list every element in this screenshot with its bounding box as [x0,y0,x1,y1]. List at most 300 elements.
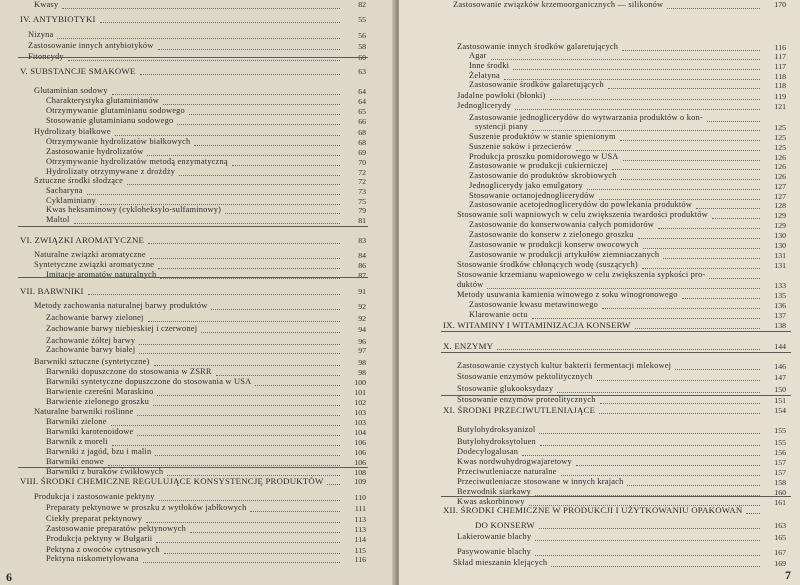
section-page-number: 163 [774,521,786,530]
toc-entry: Sztuczne środki słodzące [34,176,123,185]
toc-entry: Naturalne barwniki roślinne [34,407,134,416]
dot-leader [627,485,760,486]
dot-leader [127,184,340,185]
toc-entry: Preparaty pektynowe w proszku z wytłoków jabłkowych [46,503,247,512]
dot-leader [156,542,340,543]
page-number: 113 [354,515,366,524]
dot-leader [148,243,340,244]
dot-leader [100,204,340,205]
dot-leader [216,375,340,376]
dot-leader [115,135,340,136]
page-number: 126 [774,162,786,171]
toc-entry: Zastosowanie hydrolizatów [46,147,144,156]
section-heading: VI. ZWIĄZKI AROMATYCZNE [20,235,145,245]
dot-leader [112,94,340,95]
toc-entry: Pektyna z owoców cytrusowych [46,545,160,554]
section-divider [441,496,791,497]
page-number: 151 [774,396,786,405]
page-number: 103 [354,418,366,427]
dot-leader [712,218,760,219]
toc-entry: Zachowanie żółtej barwy [46,336,136,345]
page-number: 68 [358,138,366,147]
toc-entry: Stosowanie krzemianu wapniowego w celu zwiększenia sypkości pro- [457,270,706,279]
dot-leader [535,495,760,496]
dot-leader [529,505,760,506]
toc-entry: Barwniki syntetyczne dopuszczone do stosowania w USA [46,377,252,386]
dot-leader [675,369,760,370]
page-number: 106 [354,438,366,447]
section-page-number: 138 [774,321,786,330]
page-number: 82 [358,0,366,9]
page-number: 131 [774,261,786,270]
toc-entry: Barwniki enowe [46,457,104,466]
page-number: 167 [774,548,786,557]
dot-leader [599,199,760,200]
toc-entry: Barwnik z moreli [46,437,108,446]
toc-entry: Zastosowanie w produkcji artykułów ziemniaczanych [469,250,660,259]
dot-leader [211,309,340,310]
dot-leader [513,69,760,70]
dot-leader [154,365,341,366]
toc-entry: Produkcja i zastosowanie pektyny [34,492,155,501]
dot-leader [111,425,340,426]
toc-entry: Kwas nordwuhydrogwajaretowy [457,457,572,466]
dot-leader [232,165,340,166]
page-number: 116 [354,555,366,564]
section-page-number: 63 [358,67,366,76]
page-number: 129 [774,211,786,220]
dot-leader [539,433,760,434]
toc-entry: Sacharyna [46,186,83,195]
page-number: 135 [774,291,786,300]
dot-leader [622,50,760,51]
toc-entry: Maltol [46,215,70,224]
toc-entry: Zastosowanie preparatów pektynowych [46,524,187,533]
toc-entry: Hydrolizaty białkowe [34,127,111,136]
page-number: 127 [774,192,786,201]
toc-entry: Zastosowanie do konserwowania całych pomidorów [469,220,655,229]
dot-leader [635,328,760,329]
dot-leader [540,445,760,446]
toc-entry: Stosowanie środków chłonących wodę (suszących) [457,260,638,269]
toc-entry: Suszenie soków i przecierów [469,142,572,151]
dot-leader [255,385,340,386]
dot-leader [658,228,760,229]
toc-entry: Barwniki zielone [46,417,107,426]
section-page-number: 154 [774,406,786,415]
page-number: 150 [774,385,786,394]
dot-leader [74,223,340,224]
section-heading: IX. WITAMINY I WITAMINIZACJA KONSERW [443,320,631,330]
toc-entry: Zastosowanie kwasu metawinowego [469,300,599,309]
page-number: 114 [354,535,366,544]
dot-leader [177,124,340,125]
page-number: 126 [774,153,786,162]
page-number: 121 [774,102,786,111]
section-heading: DO KONSERW [475,520,535,530]
page-number: 92 [358,314,366,323]
toc-entry: Charakterystyka glutaminianów [46,96,160,105]
dot-leader [515,109,760,110]
toc-entry: Otrzymywanie hydrolizatów metodą enzymatyczną [46,157,228,166]
dot-leader [642,268,760,269]
dot-leader [250,511,340,512]
page-number: 130 [774,241,786,250]
toc-entry: Barwniki z buraków ćwikłowych [46,467,164,476]
page-number: 155 [774,426,786,435]
page-number: 64 [358,97,366,106]
dot-leader [158,268,340,269]
toc-entry: Stosowanie glukooksydazy [457,384,554,393]
toc-entry: Zastosowanie w produkcji cukierniczej [469,161,608,170]
section-page-number: 55 [358,15,366,24]
toc-entry: Zastosowanie jednoglicerydów do wytwarzania produktów o kon- [469,113,703,122]
toc-entry: Klarowanie octu [469,310,528,319]
section-divider [441,352,791,353]
toc-entry: Produkcja pektyny w Bułgarii [46,534,153,543]
dot-leader [597,380,760,381]
page-number: 97 [358,346,366,355]
dot-leader [600,403,760,404]
toc-entry: Stosowanie enzymów pektolitycznych [457,372,593,381]
toc-entry: Zastosowanie związków krzemoorganicznych — silikonów [453,0,664,9]
dot-leader [557,392,760,393]
toc-entry: Lakierowanie blachy [457,532,532,541]
page-number: 58 [358,42,366,51]
toc-entry: Przeciwutleniacze stosowane w innych krajach [457,477,624,486]
dot-leader [522,455,760,456]
toc-entry: Kwasy [34,0,59,9]
dot-leader [137,435,340,436]
page-number: 115 [354,546,366,555]
toc-entry: Zachowanie barwy białej [46,345,136,354]
toc-entry: Barwienie czereśni Maraskino [46,387,154,396]
page-number: 169 [774,559,786,568]
toc-entry: Kwas askorbinowy [457,497,525,506]
toc-entry: Cyklaminiany [46,196,96,205]
toc-entry: Zastosowanie innych antybiotyków [28,41,154,50]
page-number: 98 [358,368,366,377]
dot-leader [189,114,340,115]
toc-entry: Produkcja proszku pomidorowego w USA [469,152,619,161]
page-number: 131 [774,251,786,260]
toc-entry: Fitoncydy [28,52,64,61]
toc-entry: Jednoglicerydy jako emulgatory [469,181,583,190]
toc-entry: Zastosowanie do produktów skrobiowych [469,171,617,180]
toc-entry: Dodecylogalusan [457,447,519,456]
dot-leader [190,532,340,533]
page-number: 118 [774,72,786,81]
page-number: 155 [774,438,786,447]
dot-leader [201,332,340,333]
toc-entry: Jednoglicerydy [457,101,511,110]
page-number: 106 [354,458,366,467]
dot-leader [504,79,760,80]
page-number: 92 [358,302,366,311]
page-number: 87 [358,271,366,280]
page-number: 133 [774,281,786,290]
section-divider [18,467,368,468]
dot-leader [157,395,340,396]
toc-entry: Pektyna niskometylowana [46,554,139,563]
toc-entry: Żelatyna [469,71,500,80]
page-number: 108 [354,468,366,477]
toc-entry: Imitacje aromatów naturalnych [46,270,157,279]
toc-entry: Butylohydroksyanizol [457,425,536,434]
dot-leader [491,59,760,60]
page-number: 68 [358,128,366,137]
page-number: 72 [358,177,366,186]
toc-entry: Syntetyczne związki aromatyczne [34,260,155,269]
section-divider [18,57,368,58]
dot-leader [87,194,340,195]
dot-leader [535,540,760,541]
page-number: 125 [774,143,786,152]
dot-leader [160,278,340,279]
page-number: 94 [358,325,366,334]
page-number: 170 [774,0,786,9]
dot-leader [159,500,340,501]
page-number: 116 [774,43,786,52]
page-number: 101 [354,388,366,397]
dot-leader [551,566,760,567]
section-page-number: 91 [358,287,366,296]
toc-entry: Butylohydroksytoluen [457,437,536,446]
dot-leader [532,318,760,319]
page-number: 156 [774,448,786,457]
dot-leader [487,288,760,289]
dot-leader [153,405,340,406]
dot-leader [621,179,760,180]
page-number: 66 [358,117,366,126]
dot-leader [643,248,760,249]
toc-entry: Jadalne powłoki (błonki) [457,91,546,100]
dot-leader [148,321,340,322]
dot-leader [139,344,340,345]
section-heading: IV. ANTYBIOTYKI [20,14,96,24]
dot-leader [57,38,340,39]
page-number: 165 [774,533,786,542]
toc-entry: Barwniki dopuszczone do stosowania w ZSRR [46,367,212,376]
dot-leader [150,258,340,259]
toc-entry: Stosowanie soli wapniowych w celu zwiększenia twardości produktów [457,210,708,219]
toc-entry: Stosowanie enzymów proteolitycznych [457,395,596,404]
toc-entry: Barwniki z jagód, bzu i malin [46,447,152,456]
toc-entry: Otrzymywanie glutaminianu sodowego [46,106,185,115]
page-number: 160 [774,488,786,497]
page-number: 158 [774,478,786,487]
toc-entry: Stosowanie glutaminianu sodowego [46,116,174,125]
dot-leader [667,8,760,9]
page-number: 102 [354,398,366,407]
page-number: 125 [774,123,786,132]
page-number: 113 [354,525,366,534]
page-number: 161 [774,498,786,507]
toc-entry: Zastosowanie acetojednoglicerydów do powlekania produktów [469,200,693,209]
page-number: 117 [774,62,786,71]
dot-leader [163,104,340,105]
dot-leader [179,175,340,176]
dot-leader [225,213,340,214]
page-number: 81 [358,216,366,225]
dot-leader [535,555,760,556]
page-number: 117 [774,52,786,61]
dot-leader [746,513,760,514]
dot-leader [663,258,760,259]
dot-leader [108,465,340,466]
dot-leader [682,298,760,299]
dot-leader [561,475,760,476]
page-number: 129 [774,221,786,230]
dot-leader [146,522,340,523]
page-number: 111 [354,504,366,513]
dot-leader [112,445,340,446]
page-number: 119 [774,92,786,101]
page-number: 103 [354,408,366,417]
toc-entry: Zastosowanie innych środków galaretujących [457,42,619,51]
dot-leader [155,455,340,456]
dot-leader [576,465,760,466]
toc-entry: Inne środki [469,61,510,70]
page-number: 157 [774,458,786,467]
toc-entry: Zastosowanie czystych kultur bakterii fermentacji mlekowej [457,361,672,370]
dot-leader [62,8,340,9]
dot-leader [167,475,340,476]
dot-leader [623,160,760,161]
page-number: 65 [358,107,366,116]
page-number: 60 [358,53,366,62]
page-number: 128 [774,201,786,210]
section-divider [18,226,368,227]
page-number: 96 [358,337,366,346]
toc-entry: Ciekły preparat pektynowy [46,514,143,523]
page-number: 125 [774,133,786,142]
toc-entry: Nizyna [28,30,54,39]
dot-leader [68,60,340,61]
dot-leader [602,308,760,309]
page-number: 86 [358,261,366,270]
toc-entry: Kwas heksaminowy (cykloheksylo-sulfaminowy) [46,205,222,214]
page-number: 98 [358,358,366,367]
toc-entry: Agar [469,51,487,60]
toc-entry: Zachowanie barwy zielonej [46,313,144,322]
right-page [399,0,800,585]
page-number: 137 [774,311,786,320]
page-number: 126 [774,172,786,181]
page-number: 72 [358,168,366,177]
dot-leader [143,562,340,563]
page-number: 79 [358,206,366,215]
section-heading: XII. ŚRODKI CHEMICZNE W PRODUKCJI I UŻYTKOWANIU OPAKOWAŃ [443,505,743,515]
toc-entry: Metody zachowania naturalnej barwy produktów [34,301,208,310]
toc-entry: Metody usuwania kamienia winowego z soku winogronowego [457,290,678,299]
section-divider [441,395,791,396]
toc-entry: Pasywowanie blachy [457,547,532,556]
dot-leader [139,353,340,354]
toc-entry: Zachowanie barwy niebieskiej i czerwonej [46,324,198,333]
page-number: 146 [774,362,786,371]
section-page-number: 83 [358,236,366,245]
dot-leader [327,484,340,485]
toc-entry: Barwniki karotenoidowe [46,427,134,436]
dot-leader [620,140,760,141]
page-number: 73 [358,187,366,196]
dot-leader [194,145,340,146]
page-number: 56 [358,31,366,40]
toc-entry: Zastosowanie środków galaretujących [469,80,604,89]
dot-leader [608,88,760,89]
toc-entry: Skład mieszanin klejących [453,558,548,567]
toc-entry: Glutaminian sodowy [34,86,108,95]
dot-leader [539,528,760,529]
section-divider [441,331,791,332]
page-number: 147 [774,373,786,382]
toc-entry: Bezwodnik siarkawy [457,487,532,496]
dot-leader [550,99,760,100]
dot-leader [147,155,340,156]
toc-entry: Przeciwutleniacze naturalne [457,467,557,476]
page-number: 84 [358,251,366,260]
page-number: 104 [354,428,366,437]
dot-leader [140,74,340,75]
toc-entry: systencji piany [475,122,529,131]
page-number: 70 [358,158,366,167]
folio-number: 7 [785,568,791,582]
toc-entry: duktów [457,280,484,289]
dot-leader [576,150,760,151]
toc-entry: Naturalne związki aromatyczne [34,250,146,259]
toc-entry: Hydrolizaty otrzymywane z drożdży [46,167,176,176]
toc-entry: Otrzymywanie hydrolizatów białkowych [46,137,191,146]
page-number: 110 [354,493,366,502]
dot-leader [497,349,760,350]
page-number: 64 [358,87,366,96]
toc-entry: Zastosowanie w produkcji konserw owocowych [469,240,639,249]
toc-entry: Suszenie produktów w stanie spienionym [469,132,616,141]
section-heading: V. SUBSTANCJE SMAKOWE [20,66,136,76]
page-number: 69 [358,148,366,157]
dot-leader [100,22,340,23]
dot-leader [164,553,340,554]
section-page-number: 109 [354,477,366,486]
page-number: 157 [774,468,786,477]
dot-leader [158,49,341,50]
page-number: 106 [354,448,366,457]
toc-entry: Stosowanie octanojednoglicerydów [469,191,595,200]
section-heading: X. ENZYMY [443,341,494,351]
dot-leader [587,189,760,190]
toc-entry: Barwienie zielonego groszku [46,397,150,406]
toc-entry: Zastosowanie do konserw z zielonego groszku [469,230,634,239]
section-page-number: 144 [774,342,786,351]
section-heading: VII. BARWNIKI [20,286,84,296]
dot-leader [88,294,340,295]
page-number: 118 [774,81,786,90]
folio-number: 6 [6,570,12,584]
page-number: 127 [774,182,786,191]
dot-leader [707,121,760,122]
page-number: 130 [774,231,786,240]
page-number: 75 [358,197,366,206]
dot-leader [137,415,340,416]
toc-entry: Barwniki sztuczne (syntetyczne) [34,357,150,366]
page-number: 100 [354,378,366,387]
section-heading: VIII. ŚRODKI CHEMICZNE REGULUJĄCE KONSYSTENCJĘ PRODUKTÓW [20,476,324,486]
left-page [0,0,396,585]
section-heading: XI. ŚRODKI PRZECIWUTLENIAJĄCE [443,405,596,415]
page-number: 136 [774,301,786,310]
dot-leader [638,238,760,239]
